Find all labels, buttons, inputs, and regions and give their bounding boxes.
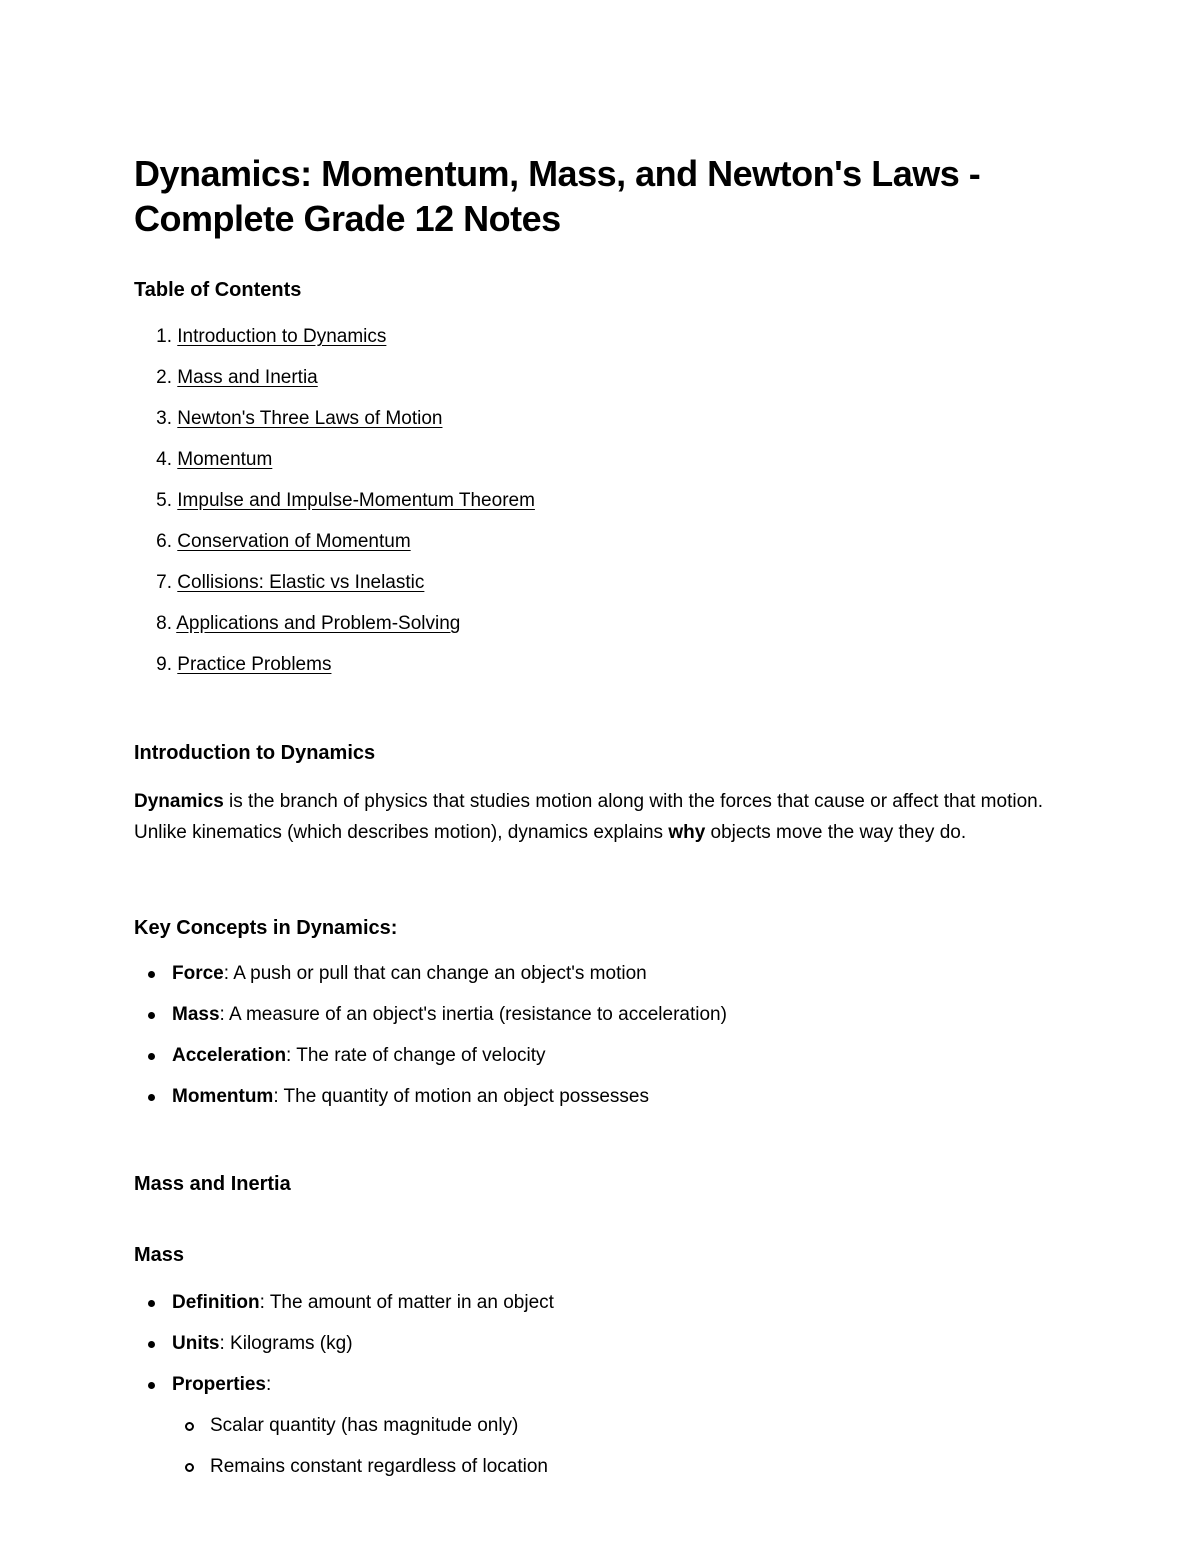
toc-link-collisions[interactable]: Collisions: Elastic vs Inelastic bbox=[177, 572, 425, 593]
emphasis-why: why bbox=[668, 822, 706, 843]
toc-link-introduction[interactable]: Introduction to Dynamics bbox=[177, 326, 387, 347]
bullet-icon bbox=[148, 1012, 155, 1019]
table-of-contents bbox=[134, 322, 535, 691]
toc-item: 4. Momentum bbox=[156, 449, 273, 470]
hollow-bullet-icon bbox=[185, 1463, 194, 1472]
list-item: Scalar quantity (has magnitude only) bbox=[172, 1411, 548, 1452]
toc-item: 6. Conservation of Momentum bbox=[156, 531, 411, 552]
list-item: Units: Kilograms (kg) bbox=[134, 1329, 554, 1370]
toc-item: 1. Introduction to Dynamics bbox=[156, 326, 387, 347]
bullet-icon bbox=[148, 1382, 155, 1389]
list-item: Force: A push or pull that can change an object's motion bbox=[134, 959, 727, 1000]
toc-link-mass-inertia[interactable]: Mass and Inertia bbox=[177, 367, 318, 388]
list-item: Mass: A measure of an object's inertia (resistance to acceleration) bbox=[134, 1000, 727, 1041]
toc-item: 7. Collisions: Elastic vs Inelastic bbox=[156, 572, 425, 593]
section-heading-key-concepts: Key Concepts in Dynamics: bbox=[134, 917, 398, 939]
toc-item: 3. Newton's Three Laws of Motion bbox=[156, 408, 443, 429]
toc-item: 9. Practice Problems bbox=[156, 654, 332, 675]
toc-link-practice[interactable]: Practice Problems bbox=[177, 654, 332, 675]
list-item: Remains constant regardless of location bbox=[172, 1452, 548, 1493]
toc-item: 2. Mass and Inertia bbox=[156, 367, 318, 388]
bullet-icon bbox=[148, 1094, 155, 1101]
toc-heading: Table of Contents bbox=[134, 279, 302, 301]
section-heading-mass-inertia: Mass and Inertia bbox=[134, 1173, 291, 1195]
bullet-icon bbox=[148, 1300, 155, 1307]
intro-paragraph: Dynamics is the branch of physics that studies motion along with the forces that cause or affect that motion. Unlike kinematics (which describes motion), dynamics explains why objects move the way they do. bbox=[134, 791, 1043, 843]
toc-link-conservation[interactable]: Conservation of Momentum bbox=[177, 531, 411, 552]
list-item: Properties: bbox=[134, 1370, 554, 1411]
hollow-bullet-icon bbox=[185, 1422, 194, 1431]
bullet-icon bbox=[148, 971, 155, 978]
list-item: Acceleration: The rate of change of velocity bbox=[134, 1041, 727, 1082]
bullet-icon bbox=[148, 1341, 155, 1348]
toc-item: 5. Impulse and Impulse-Momentum Theorem bbox=[156, 490, 535, 511]
toc-link-applications[interactable]: Applications and Problem-Solving bbox=[176, 613, 461, 634]
list-item: Momentum: The quantity of motion an object possesses bbox=[134, 1082, 727, 1123]
key-concepts-list bbox=[134, 959, 727, 1123]
section-heading-introduction: Introduction to Dynamics bbox=[134, 742, 376, 764]
term-dynamics: Dynamics bbox=[134, 791, 224, 812]
toc-link-newtons-laws[interactable]: Newton's Three Laws of Motion bbox=[177, 408, 443, 429]
subsection-heading-mass: Mass bbox=[134, 1244, 185, 1266]
list-item: Definition: The amount of matter in an object bbox=[134, 1288, 554, 1329]
toc-item: 8. Applications and Problem-Solving bbox=[156, 613, 461, 634]
mass-list bbox=[134, 1288, 554, 1411]
properties-list bbox=[172, 1411, 548, 1493]
page-title: Dynamics: Momentum, Mass, and Newton's Laws - Complete Grade 12 Notes bbox=[134, 153, 981, 239]
bullet-icon bbox=[148, 1053, 155, 1060]
toc-link-impulse[interactable]: Impulse and Impulse-Momentum Theorem bbox=[177, 490, 535, 511]
toc-link-momentum[interactable]: Momentum bbox=[177, 449, 273, 470]
